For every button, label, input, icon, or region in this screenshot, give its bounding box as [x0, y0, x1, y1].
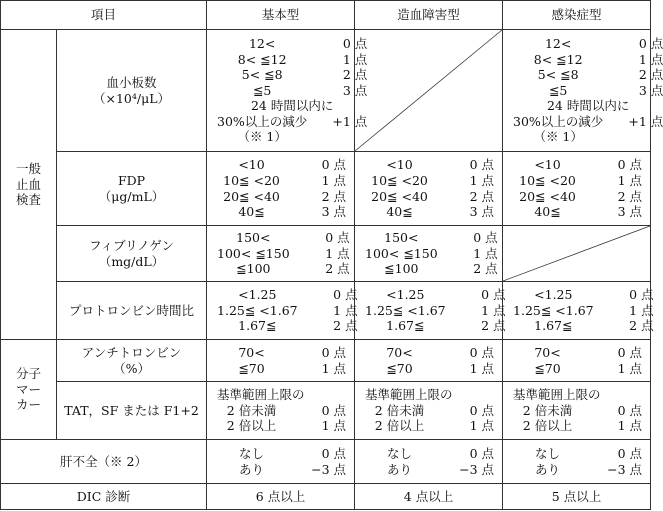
score-value: ≦100 — [236, 261, 271, 277]
score-points: 1 点 — [469, 172, 495, 188]
score-value: 100< ≦150 — [217, 245, 290, 261]
label-dic: DIC 診断 — [1, 484, 207, 510]
score-points: 2 点 — [629, 318, 654, 334]
score-points: 0 点 — [469, 157, 495, 173]
score-points: 3 点 — [638, 82, 663, 98]
cell-fibrinogen-infect-na — [503, 226, 651, 282]
cell-platelet-infect — [503, 30, 663, 152]
score-points: 1 点 — [617, 172, 643, 188]
score-points: −3 点 — [607, 461, 643, 477]
score-points: 0 点 — [333, 287, 358, 303]
label-fibrinogen-2: （mg/dL） — [98, 253, 165, 269]
score-value: 70< — [534, 344, 561, 360]
score-points: 2 点 — [469, 188, 495, 204]
label-platelet — [57, 30, 207, 152]
score-points: 2 点 — [617, 188, 643, 204]
cell-liver-infect — [503, 440, 651, 484]
score-value: 2 倍以上 — [374, 418, 425, 434]
score-value: ≦70 — [386, 360, 413, 376]
score-points: 0 点 — [469, 445, 495, 461]
score-points: 1 点 — [469, 418, 495, 434]
score-points: 2 点 — [321, 188, 347, 204]
score-value: 150< — [384, 230, 419, 246]
cell-at-hema — [355, 340, 503, 382]
header-row — [1, 1, 651, 30]
label-platelet-2: （×10⁴/μL） — [92, 90, 171, 106]
cell-fibrinogen-hema — [355, 226, 503, 282]
platelet-note-3: （※ 1） — [533, 129, 583, 145]
label-pt — [57, 282, 207, 340]
label-tat-1: TAT，SF または F1+2 — [64, 402, 199, 418]
label-fdp-1: FDP — [117, 172, 146, 188]
cell-dic-infect: 5 点以上 — [503, 484, 651, 510]
row-tat — [1, 382, 651, 440]
score-points: 1 点 — [469, 360, 495, 376]
score-value: 20≦ <40 — [223, 188, 280, 204]
score-value: 20≦ <40 — [519, 188, 576, 204]
label-fibrinogen-1: フィブリノゲン — [89, 237, 174, 253]
row-pt — [1, 282, 651, 340]
score-points: 2 点 — [333, 318, 358, 334]
score-value: 40≦ — [386, 204, 413, 220]
score-points: 3 点 — [469, 204, 495, 220]
score-points: 0 点 — [617, 402, 643, 418]
header-basic: 基本型 — [207, 1, 355, 30]
label-liver: 肝不全（※ 2） — [1, 440, 207, 484]
header-infect: 感染症型 — [503, 1, 651, 30]
score-value: ≦5 — [548, 82, 568, 98]
score-value: 2 倍未満 — [226, 402, 277, 418]
score-points: 1 点 — [325, 245, 350, 261]
cell-liver-basic — [207, 440, 355, 484]
score-value: 100< ≦150 — [365, 245, 438, 261]
score-value: 1.25≦ <1.67 — [513, 302, 594, 318]
label-at — [57, 340, 207, 382]
score-value: 1.67≦ — [534, 318, 573, 334]
score-points: 3 点 — [342, 82, 368, 98]
score-value: 12< — [544, 35, 572, 51]
group-molecular-label: 分子マーカー — [15, 366, 41, 413]
score-value: 10≦ <20 — [519, 172, 576, 188]
score-value: ≦70 — [534, 360, 561, 376]
score-points: 0 点 — [321, 402, 347, 418]
score-points: 1 点 — [481, 302, 506, 318]
score-value: 8< ≦12 — [533, 51, 583, 67]
score-value: 150< — [236, 230, 271, 246]
cell-fdp-hema — [355, 152, 503, 226]
cell-tat-basic — [207, 382, 355, 440]
platelet-note-3: （※ 1） — [237, 129, 287, 145]
cell-pt-infect — [503, 282, 654, 340]
score-value: なし — [535, 445, 561, 461]
platelet-note-1: 24 時間以内に — [546, 98, 630, 114]
label-fdp — [57, 152, 207, 226]
score-value: <10 — [534, 157, 561, 173]
cell-pt-basic — [207, 282, 358, 340]
score-points: 0 点 — [325, 230, 350, 246]
header-item: 項目 — [1, 1, 207, 30]
score-points: 3 点 — [321, 204, 347, 220]
row-fibrinogen — [1, 226, 651, 282]
score-points: 0 点 — [469, 402, 495, 418]
row-at — [1, 340, 651, 382]
score-points: 0 点 — [469, 344, 495, 360]
score-value: 2 倍以上 — [226, 418, 277, 434]
score-points: 1 点 — [321, 360, 347, 376]
score-value: 20≦ <40 — [371, 188, 428, 204]
score-value: ≦70 — [238, 360, 265, 376]
score-points: +1 点 — [332, 113, 368, 129]
diagonal-line — [355, 30, 502, 151]
score-points: 0 点 — [321, 344, 347, 360]
tat-head: 基準範囲上限の — [513, 387, 601, 403]
score-points: 1 点 — [617, 360, 643, 376]
score-points: 0 点 — [321, 157, 347, 173]
score-value: <1.25 — [238, 287, 277, 303]
score-points: 0 点 — [638, 35, 663, 51]
tat-head: 基準範囲上限の — [217, 387, 305, 403]
score-points: 0 点 — [473, 230, 498, 246]
score-points: 1 点 — [333, 302, 358, 318]
score-points: 0 点 — [629, 287, 654, 303]
platelet-note-1: 24 時間以内に — [250, 98, 334, 114]
score-value: 1.25≦ <1.67 — [217, 302, 298, 318]
label-tat — [57, 382, 207, 440]
score-points: 0 点 — [617, 344, 643, 360]
score-value: <1.25 — [534, 287, 573, 303]
score-value: あり — [239, 461, 265, 477]
cell-pt-hema — [355, 282, 506, 340]
score-value: 12< — [248, 35, 276, 51]
score-value: あり — [387, 461, 413, 477]
score-value: 5< ≦8 — [241, 67, 283, 83]
score-value: あり — [535, 461, 561, 477]
score-points: 1 点 — [321, 172, 347, 188]
score-value: <10 — [386, 157, 413, 173]
score-points: 2 点 — [638, 67, 663, 83]
cell-tat-infect — [503, 382, 651, 440]
label-pt-1: プロトロンビン時間比 — [69, 302, 195, 318]
label-at-2: （%） — [113, 360, 150, 376]
cell-fdp-infect — [503, 152, 651, 226]
score-points: 1 点 — [473, 245, 498, 261]
score-value: 40≦ — [534, 204, 561, 220]
group-general-label: 一般止血検査 — [15, 161, 41, 208]
label-platelet-1: 血小板数 — [106, 74, 157, 90]
row-platelet — [1, 30, 651, 152]
score-value: なし — [387, 445, 413, 461]
group-molecular — [1, 340, 57, 440]
cell-platelet-basic — [207, 30, 368, 152]
score-points: 2 点 — [325, 261, 350, 277]
cell-at-infect — [503, 340, 651, 382]
platelet-note-2: 30%以上の減少 — [513, 113, 604, 129]
score-points: 1 点 — [321, 418, 347, 434]
score-points: 2 点 — [342, 67, 368, 83]
score-points: 1 点 — [617, 418, 643, 434]
score-value: ≦100 — [384, 261, 419, 277]
cell-at-basic — [207, 340, 355, 382]
score-value: 70< — [386, 344, 413, 360]
cell-platelet-hema-na — [355, 30, 503, 152]
tat-head: 基準範囲上限の — [365, 387, 453, 403]
score-value: 1.67≦ — [238, 318, 277, 334]
score-value: なし — [239, 445, 265, 461]
cell-dic-hema: 4 点以上 — [355, 484, 503, 510]
score-value: 1.67≦ — [386, 318, 425, 334]
score-points: −3 点 — [311, 461, 347, 477]
score-points: 0 点 — [342, 35, 368, 51]
cell-liver-hema — [355, 440, 503, 484]
row-dic — [1, 484, 651, 510]
score-points: −3 点 — [459, 461, 495, 477]
score-value: 2 倍未満 — [374, 402, 425, 418]
score-value: <1.25 — [386, 287, 425, 303]
score-value: 2 倍以上 — [522, 418, 573, 434]
score-points: 2 点 — [473, 261, 498, 277]
score-points: 0 点 — [617, 445, 643, 461]
label-fdp-2: （μg/mL） — [98, 188, 165, 204]
row-liver — [1, 440, 651, 484]
group-general — [1, 30, 57, 340]
cell-tat-hema — [355, 382, 503, 440]
row-fdp — [1, 152, 651, 226]
score-points: 0 点 — [481, 287, 506, 303]
score-value: 1.25≦ <1.67 — [365, 302, 446, 318]
score-points: 1 点 — [342, 51, 368, 67]
label-fibrinogen — [57, 226, 207, 282]
score-points: 3 点 — [617, 204, 643, 220]
score-value: 2 倍未満 — [522, 402, 573, 418]
cell-dic-basic: 6 点以上 — [207, 484, 355, 510]
score-points: 0 点 — [617, 157, 643, 173]
score-value: 70< — [238, 344, 265, 360]
score-points: 1 点 — [638, 51, 663, 67]
score-value: ≦5 — [252, 82, 272, 98]
score-points: +1 点 — [628, 113, 663, 129]
header-hema: 造血障害型 — [355, 1, 503, 30]
diagonal-line — [503, 226, 650, 281]
score-value: 5< ≦8 — [537, 67, 579, 83]
score-points: 1 点 — [629, 302, 654, 318]
score-points: 0 点 — [321, 445, 347, 461]
cell-fdp-basic — [207, 152, 355, 226]
cell-fibrinogen-basic — [207, 226, 355, 282]
score-value: 40≦ — [238, 204, 265, 220]
platelet-note-2: 30%以上の減少 — [217, 113, 308, 129]
score-value: 10≦ <20 — [223, 172, 280, 188]
score-value: 8< ≦12 — [237, 51, 287, 67]
score-value: 10≦ <20 — [371, 172, 428, 188]
score-points: 2 点 — [481, 318, 506, 334]
score-value: <10 — [238, 157, 265, 173]
label-at-1: アンチトロンビン — [81, 344, 182, 360]
